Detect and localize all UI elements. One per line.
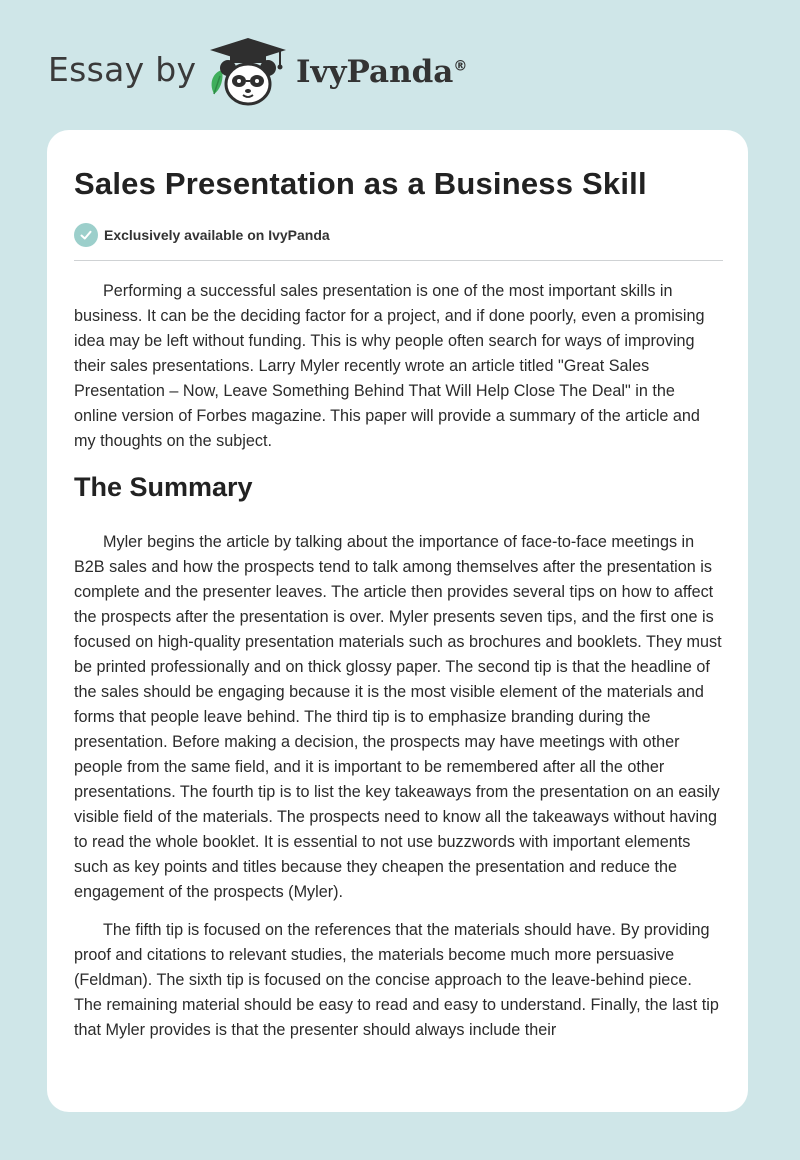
- site-header: [48, 36, 748, 108]
- registered-mark: ®: [453, 58, 468, 75]
- panda-logo-icon[interactable]: [200, 36, 296, 108]
- essay-by-label: Essay by: [48, 50, 197, 89]
- summary-paragraph-1: Myler begins the article by talking about the importance of face-to-face meetings in B2B sales and how the prospects tend to talk among themselves after the presentation is complete and the presenter leaves. The article then provides several tips on how to affect the prospects after the presentation is over. Myler presents seven tips, and the first one is focused on high-quality presentation materials such as brochures and booklets. They must be printed professionally and on thick glossy paper. The second tip is that the headline of the sales should be engaging because it is the most visible element of the materials and forms that people leave behind. The third tip is to emphasize branding during the presentation. Before making a decision, the prospects may have meetings with other people from the same field, and it is important to be remembered after all the other presentations. The fourth tip is to list the key takeaways from the presentation on an easily visible field of the materials. The prospects need to know all the takeaways without having to read the whole booklet. It is essential to not use buzzwords with important elements such as key points and titles because they cheapen the presentation and reduce the engagement of the prospects (Myler).: [74, 533, 722, 901]
- article-card: [47, 130, 748, 1112]
- intro-paragraph: Performing a successful sales presentation is one of the most important skills in business. It can be the deciding factor for a project, and if done poorly, even a promising idea may be left without funding. This is why people often search for ways of improving their sales presentations. Larry Myler recently wrote an article titled "Great Sales Presentation – Now, Leave Something Behind That Will Help Close The Deal" in the online version of Forbes magazine. This paper will provide a summary of the article and my thoughts on the subject.: [74, 282, 705, 450]
- section-heading: The Summary: [74, 472, 253, 502]
- divider: [74, 260, 723, 261]
- exclusive-badge: [74, 222, 330, 248]
- exclusive-label: Exclusively available on IvyPanda: [104, 227, 330, 243]
- checkmark-icon: [74, 223, 98, 247]
- summary-paragraph-2: The fifth tip is focused on the references that the materials should have. By providing proof and citations to relevant studies, the materials become much more persuasive (Feldman). The sixth tip is focused on the concise approach to the leave-behind piece. The remaining material should be easy to read and easy to understand. Finally, the last tip that Myler provides is that the presenter should always include their: [74, 921, 719, 1039]
- brand-logo-text[interactable]: IvyPanda®: [296, 54, 468, 90]
- article-title: Sales Presentation as a Business Skill: [74, 166, 647, 201]
